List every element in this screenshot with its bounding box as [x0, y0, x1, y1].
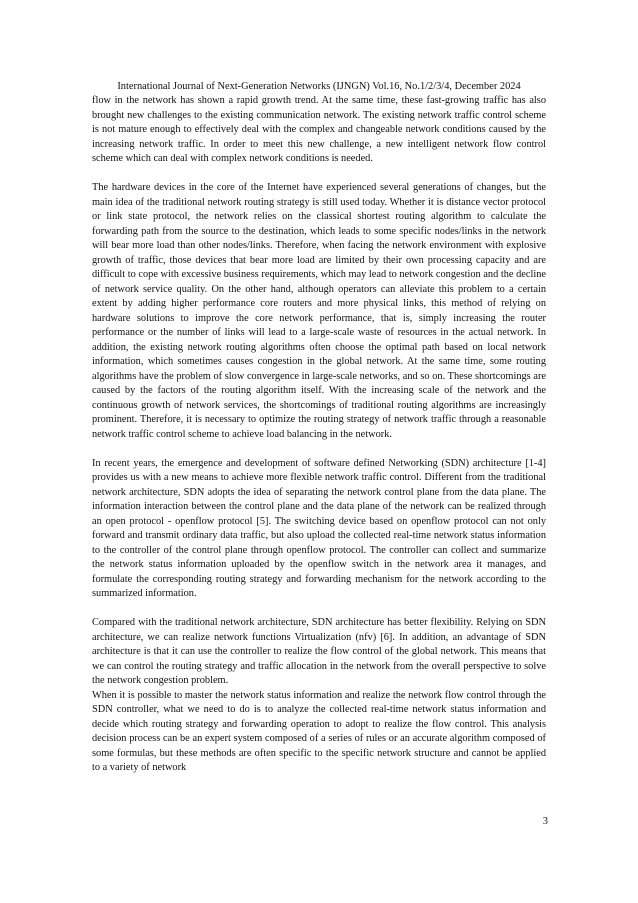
paragraph-sdn-architecture: In recent years, the emergence and development of software defined Networking (SDN) architecture [1-4] provides us with a new means to achieve more flexible network traffic control. Different from the traditional network architecture, SDN adopts the idea of separating the network control plane from the data plane. The information interaction between the control plane and the data plane of the network can be realized through an open protocol - openflow protocol [5]. The switching device based on openflow protocol can not only forward and transmit ordinary data traffic, but also upload the collected real-time network status information to the controller of the control plane through openflow protocol. The controller can collect and summarize the network status information uploaded by the openflow switch in the network area it manages, and formulate the corresponding routing strategy and forwarding mechanism for the network according to the summarized information. — [92, 457, 546, 599]
paragraph-traffic-growth: flow in the network has shown a rapid growth trend. At the same time, these fast-growing traffic has also brought new challenges to the existing communication network. The existing network traffic control scheme is not mature enough to effectively deal with the complex and changeable network conditions caused by the increasing network traffic. In order to meet this new challenge, a new intelligent network flow control scheme which can deal with complex network conditions is needed. — [92, 95, 546, 164]
paragraph-flow-control: When it is possible to master the network status information and realize the network flow control through the SDN controller, what we need to do is to analyze the collected real-time network status information and decide which routing strategy and forwarding operation to adopt to realize the flow control. This analysis decision process can be an expert system composed of a series of rules or an accurate algorithm composed of some formulas, but these methods are often specific to the specific network structure and cannot be applied to a variety of network — [92, 689, 546, 773]
body-text — [92, 94, 546, 790]
running-header: International Journal of Next-Generation Networks (IJNGN) Vol.16, No.1/2/3/4, December 2024 — [117, 81, 521, 92]
page-number: 3 — [542, 816, 548, 827]
paragraph-sdn-flexibility: Compared with the traditional network architecture, SDN architecture has better flexibility. Relying on SDN architecture, we can realize network functions Virtualization (nfv) [6]. In addition, an advantage of SDN architecture is that it can use the controller to realize the flow control of the global network. This means that we can control the routing strategy and traffic allocation in the network from the overall perspective to solve the network congestion problem. — [92, 617, 546, 686]
paragraph-routing-strategy: The hardware devices in the core of the Internet have experienced several generations of changes, but the main idea of the traditional network routing strategy is still used today. Whether it is distance vector protocol or link state protocol, the network relies on the classical shortest routing algorithm to calculate the forwarding path from the source to the destination, which leads to some specific nodes/links in the network will bear more load than other nodes/links. Therefore, when facing the network environment with explosive growth of traffic, those devices that bear more load are limited by their own processing capacity and are difficult to cope with excessive business requirements, which may lead to network congestion and the decline of network service quality. On the other hand, although operators can alleviate this problem to a certain extent by adding higher performance core routers and more physical links, this method of relying on hardware solutions to improve the core network performance, that is, simply increasing the router performance or the number of links will lead to a large-scale waste of resources in the actual network. In addition, the existing network routing algorithms often choose the optimal path based on local network information, which sometimes causes congestion in the global network. At the same time, some routing algorithms have the problem of slow convergence in large-scale networks, and so on. These shortcomings are caused by the factors of the routing algorithm itself. With the increasing scale of the network and the continuous growth of network services, the shortcomings of traditional routing algorithms are increasingly prominent. Therefore, it is necessary to optimize the routing strategy of network traffic through a reasonable network traffic control scheme to achieve load balancing in the network. — [92, 182, 546, 440]
